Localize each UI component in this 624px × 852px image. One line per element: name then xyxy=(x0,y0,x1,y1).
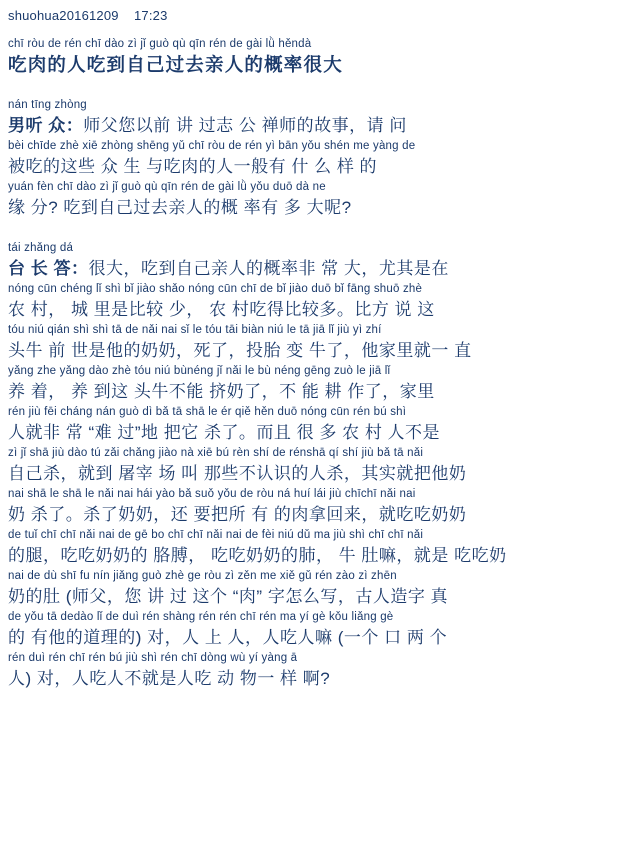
title-pinyin: chī ròu de rén chī dào zì jǐ guò qù qīn rén de gài lǜ hěndà xyxy=(8,38,312,50)
answer-pinyin-6: zì jǐ shā jiù dào tú zǎi chǎng jiào nà xiē bú rèn shí de rénshā qí shí jiù bǎ tā nǎi xyxy=(8,447,424,459)
answer-text-8: 的腿，吃吃奶奶的 胳膊， 吃吃奶奶的肺， 牛 肚嘛，就是 吃吃奶 xyxy=(8,546,507,565)
question-role-pinyin: nán tīng zhòng xyxy=(8,99,87,111)
qa-block-answer xyxy=(0,241,624,692)
answer-role-hanzi: 台 长 答： xyxy=(8,259,89,278)
answer-text-3: 头牛 前 世是他的奶奶，死了，投胎 变 牛了，他家里就一 直 xyxy=(8,341,472,360)
answer-text-5: 人就非 常 “难 过”地 把它 杀了。而且 很 多 农 村 人不是 xyxy=(8,423,441,442)
answer-pinyin-11: rén duì rén chī rén bú jiù shì rén chī dòng wù yí yàng ā xyxy=(8,652,298,664)
question-text-1: 师父您以前 讲 过志 公 禅师的故事，请 问 xyxy=(83,116,407,135)
answer-text-6: 自己杀，就到 屠宰 场 叫 那些不认识的人杀，其实就把他奶 xyxy=(8,464,467,483)
question-text-2: 被吃的这些 众 生 与吃肉的人一般有 什 么 样 的 xyxy=(8,157,378,176)
source-label: shuohua20161209 xyxy=(8,8,119,23)
answer-line-1 xyxy=(8,256,616,282)
answer-pinyin-7: nai shā le shā le nǎi nai hái yào bǎ suǒ yǒu de ròu ná huí lái jiù chīchī nǎi nai xyxy=(8,488,416,500)
question-pinyin-3: yuán fèn chī dào zì jǐ guò qù qīn rén de gài lǜ yǒu duō dà ne xyxy=(8,181,326,193)
answer-pinyin-10: de yǒu tā dedào lǐ de duì rén shàng rén rén chī rén ma yí gè kǒu liǎng gè xyxy=(8,611,394,623)
answer-role-pinyin: tái zhǎng dá xyxy=(8,242,74,254)
qa-block-question xyxy=(0,98,624,221)
answer-text-1: 很大，吃到自己亲人的概率非 常 大，尤其是在 xyxy=(88,259,449,278)
question-role-hanzi: 男听 众： xyxy=(8,116,84,135)
answer-text-7: 奶 杀了。杀了奶奶，还 要把所 有 的肉拿回来，就吃吃奶奶 xyxy=(8,505,467,524)
title-block xyxy=(0,37,624,78)
answer-text-9: 奶的肚 (师父，您 讲 过 这个 “肉” 字怎么写，古人造字 真 xyxy=(8,587,449,606)
document-header xyxy=(0,0,624,23)
question-line-1 xyxy=(8,113,616,139)
answer-pinyin-5: rén jiù fēi cháng nán guò dì bǎ tā shā le ér qiě hěn duō nóng cūn rén bú shì xyxy=(8,406,407,418)
question-pinyin-2: bèi chīde zhè xiē zhòng shēng yǔ chī ròu de rén yì bān yǒu shén me yàng de xyxy=(8,140,416,152)
answer-text-11: 人) 对，人吃人不就是人吃 动 物一 样 啊? xyxy=(8,669,331,688)
answer-pinyin-8: de tuǐ chī chī nǎi nai de gē bo chī chī nǎi nai de fèi niú dǔ ma jiù shì chī chī nǎi xyxy=(8,529,424,541)
answer-pinyin-9: nai de dù shī fu nín jiǎng guò zhè ge ròu zì zěn me xiě gǔ rén zào zì zhēn xyxy=(8,570,397,582)
answer-pinyin-4: yǎng zhe yǎng dào zhè tóu niú bùnéng jǐ nǎi le bù néng gēng zuò le jiā lǐ xyxy=(8,365,391,377)
title-hanzi: 吃肉的人吃到自己过去亲人的概率很大 xyxy=(8,54,343,75)
answer-pinyin-3: tóu niú qián shì shì tā de nǎi nai sǐ le tóu tāi biàn niú le tā jiā lǐ jiù yì zhí xyxy=(8,324,382,336)
answer-text-2: 农 村， 城 里是比较 少， 农 村吃得比较多。比方 说 这 xyxy=(8,300,435,319)
answer-text-10: 的 有他的道理的) 对，人 上 人，人吃人嘛 (一个 口 两 个 xyxy=(8,628,448,647)
question-text-3: 缘 分? 吃到自己过去亲人的概 率有 多 大呢? xyxy=(8,198,352,217)
answer-text-4: 养 着， 养 到这 头牛不能 挤奶了，不 能 耕 作了，家里 xyxy=(8,382,435,401)
time-label: 17:23 xyxy=(133,8,168,23)
answer-pinyin-2: nóng cūn chéng lǐ shì bǐ jiào shǎo nóng cūn chī de bǐ jiào duō bǐ fāng shuō zhè xyxy=(8,283,423,295)
